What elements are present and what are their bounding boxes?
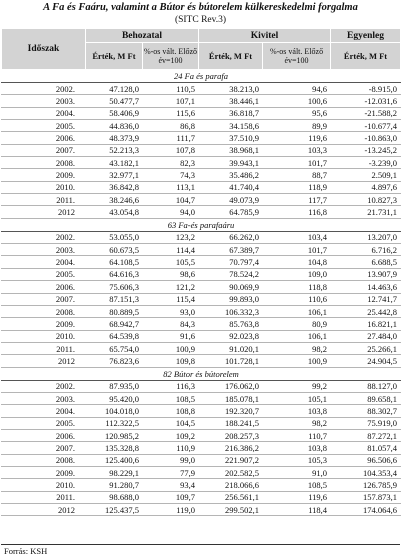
year-cell: 2002. (2, 231, 86, 243)
import-change-cell: 115,4 (143, 293, 199, 305)
year-cell: 2005. (2, 417, 86, 429)
export-change-cell: 100,6 (263, 95, 331, 107)
table-row (2, 442, 401, 454)
table-row (2, 330, 401, 342)
export-change-header: %-os vált. Előző év=100 (263, 43, 331, 70)
export-change-cell: 118,9 (263, 181, 331, 193)
year-cell: 2012 (2, 504, 86, 516)
export-change-cell: 119,6 (263, 132, 331, 144)
export-value-cell: 192.320,7 (199, 405, 263, 417)
export-value-cell: 49.073,9 (199, 194, 263, 206)
import-value-cell: 76.823,6 (86, 355, 143, 367)
import-value-cell: 98.688,0 (86, 491, 143, 503)
export-value-cell: 208.257,3 (199, 429, 263, 441)
import-value-cell: 47.128,0 (86, 83, 143, 95)
table-subtitle: (SITC Rev.3) (174, 15, 227, 25)
balance-cell: 14.463,6 (331, 281, 401, 293)
table-row (2, 429, 401, 441)
import-value-cell: 52.213,3 (86, 144, 143, 156)
export-value-cell: 66.262,0 (199, 231, 263, 243)
import-value-cell: 36.842,8 (86, 181, 143, 193)
import-change-cell: 121,2 (143, 281, 199, 293)
export-value-cell: 35.486,2 (199, 169, 263, 181)
section-label: 63 Fa-és parafaáru (2, 218, 401, 231)
balance-cell: 87.272,1 (331, 429, 401, 441)
export-change-cell: 103,4 (263, 231, 331, 243)
import-change-cell: 105,5 (143, 256, 199, 268)
year-cell: 2008. (2, 454, 86, 466)
import-change-cell: 99,0 (143, 454, 199, 466)
year-cell: 2003. (2, 95, 86, 107)
table-row (2, 169, 401, 181)
table-row (2, 194, 401, 206)
section-label: 24 Fa és parafa (2, 70, 401, 83)
import-value-cell: 65.754,0 (86, 342, 143, 354)
table-title: A Fa és Faáru, valamint a Bútor és bútorelem külkereskedelmi forgalma (43, 2, 358, 13)
balance-cell: 75.919,0 (331, 417, 401, 429)
export-change-cell: 105,1 (263, 392, 331, 404)
export-value-cell: 188.241,5 (199, 417, 263, 429)
balance-cell: -3.239,0 (331, 157, 401, 169)
import-value-cell: 44.836,0 (86, 120, 143, 132)
balance-cell: 16.821,1 (331, 318, 401, 330)
table-row (2, 281, 401, 293)
year-cell: 2002. (2, 380, 86, 392)
trade-table (1, 28, 401, 516)
table-row (2, 293, 401, 305)
export-change-cell: 88,7 (263, 169, 331, 181)
table-row (2, 268, 401, 280)
import-change-cell: 74,3 (143, 169, 199, 181)
import-value-cell: 64.108,5 (86, 256, 143, 268)
section-label: 82 Bútor és bútorelem (2, 367, 401, 380)
import-value-cell: 64.539,8 (86, 330, 143, 342)
export-value-cell: 90.069,9 (199, 281, 263, 293)
table-row (2, 318, 401, 330)
table-row (2, 157, 401, 169)
year-cell: 2006. (2, 281, 86, 293)
balance-cell: 25.266,1 (331, 342, 401, 354)
year-cell: 2008. (2, 157, 86, 169)
import-change-cell: 94,0 (143, 206, 199, 218)
import-change-cell: 115,6 (143, 107, 199, 119)
export-value-header: Érték, M Ft (199, 43, 263, 70)
table-row (2, 466, 401, 478)
import-change-cell: 104,7 (143, 194, 199, 206)
export-value-cell: 221.907,2 (199, 454, 263, 466)
balance-cell: 21.731,1 (331, 206, 401, 218)
balance-cell: -21.588,2 (331, 107, 401, 119)
balance-header: Egyenleg (331, 29, 401, 43)
import-value-cell: 95.420,0 (86, 392, 143, 404)
export-value-cell: 36.818,7 (199, 107, 263, 119)
balance-cell: 6.716,2 (331, 244, 401, 256)
balance-value-header: Érték, M Ft (331, 43, 401, 70)
import-value-cell: 43.054,8 (86, 206, 143, 218)
export-change-cell: 105,3 (263, 454, 331, 466)
balance-cell: 96.506,6 (331, 454, 401, 466)
import-change-cell: 123,2 (143, 231, 199, 243)
import-change-cell: 82,3 (143, 157, 199, 169)
balance-cell: 13.207,0 (331, 231, 401, 243)
table-row (2, 392, 401, 404)
export-value-cell: 37.510,9 (199, 132, 263, 144)
table-row (2, 132, 401, 144)
year-cell: 2010. (2, 330, 86, 342)
export-value-cell: 256.561,1 (199, 491, 263, 503)
table-title-block (0, 2, 401, 26)
period-header: Időszak (2, 29, 86, 70)
import-value-cell: 38.246,6 (86, 194, 143, 206)
section-row (2, 367, 401, 380)
balance-cell: -8.915,0 (331, 83, 401, 95)
import-value-cell: 50.477,7 (86, 95, 143, 107)
year-cell: 2011. (2, 491, 86, 503)
export-value-cell: 85.763,8 (199, 318, 263, 330)
year-cell: 2006. (2, 429, 86, 441)
balance-cell: 6.688,5 (331, 256, 401, 268)
table-row (2, 231, 401, 243)
export-change-cell: 119,6 (263, 491, 331, 503)
balance-cell: 81.057,4 (331, 442, 401, 454)
table-row (2, 417, 401, 429)
table-row (2, 355, 401, 367)
table-row (2, 305, 401, 317)
import-value-cell: 125.400,6 (86, 454, 143, 466)
import-value-cell: 43.182,1 (86, 157, 143, 169)
balance-cell: -12.031,6 (331, 95, 401, 107)
import-value-cell: 80.889,5 (86, 305, 143, 317)
import-change-cell: 113,1 (143, 181, 199, 193)
export-change-cell: 108,5 (263, 479, 331, 491)
balance-cell: -10.863,0 (331, 132, 401, 144)
export-change-cell: 100,9 (263, 355, 331, 367)
export-value-cell: 70.797,4 (199, 256, 263, 268)
export-value-cell: 41.740,4 (199, 181, 263, 193)
export-value-cell: 91.020,1 (199, 342, 263, 354)
export-change-cell: 117,7 (263, 194, 331, 206)
import-change-cell: 116,3 (143, 380, 199, 392)
year-cell: 2005. (2, 268, 86, 280)
import-change-cell: 104,5 (143, 417, 199, 429)
export-value-cell: 34.158,6 (199, 120, 263, 132)
table-row (2, 107, 401, 119)
export-change-cell: 94,6 (263, 83, 331, 95)
table-row (2, 120, 401, 132)
table-row (2, 380, 401, 392)
year-cell: 2010. (2, 479, 86, 491)
import-change-cell: 93,4 (143, 479, 199, 491)
export-change-cell: 101,7 (263, 157, 331, 169)
table-row (2, 342, 401, 354)
export-change-cell: 110,7 (263, 429, 331, 441)
import-value-cell: 98.229,1 (86, 466, 143, 478)
year-cell: 2002. (2, 83, 86, 95)
import-header: Behozatal (86, 29, 199, 43)
year-cell: 2009. (2, 466, 86, 478)
balance-cell: 27.484,0 (331, 330, 401, 342)
table-row (2, 181, 401, 193)
export-value-cell: 202.582,5 (199, 466, 263, 478)
year-cell: 2011. (2, 194, 86, 206)
import-value-cell: 104.018,0 (86, 405, 143, 417)
import-change-cell: 109,7 (143, 491, 199, 503)
balance-cell: 13.907,9 (331, 268, 401, 280)
import-value-cell: 75.606,3 (86, 281, 143, 293)
balance-cell: 25.442,8 (331, 305, 401, 317)
year-cell: 2004. (2, 256, 86, 268)
import-value-cell: 125.437,5 (86, 504, 143, 516)
export-value-cell: 218.066,6 (199, 479, 263, 491)
year-cell: 2007. (2, 293, 86, 305)
year-cell: 2006. (2, 132, 86, 144)
balance-cell: 157.873,1 (331, 491, 401, 503)
import-change-cell: 91,6 (143, 330, 199, 342)
balance-cell: 88.127,0 (331, 380, 401, 392)
import-value-cell: 53.055,0 (86, 231, 143, 243)
balance-cell: 88.302,7 (331, 405, 401, 417)
year-cell: 2004. (2, 405, 86, 417)
export-change-cell: 118,4 (263, 504, 331, 516)
import-change-cell: 77,9 (143, 466, 199, 478)
import-value-cell: 58.406,9 (86, 107, 143, 119)
balance-cell: 126.785,9 (331, 479, 401, 491)
year-cell: 2011. (2, 342, 86, 354)
balance-cell: -13.245,2 (331, 144, 401, 156)
import-change-cell: 119,0 (143, 504, 199, 516)
table-row (2, 256, 401, 268)
section-row (2, 218, 401, 231)
section-row (2, 70, 401, 83)
import-value-cell: 64.616,3 (86, 268, 143, 280)
table-body (2, 70, 401, 516)
source-note: Forrás: KSH (4, 546, 48, 556)
import-value-cell: 48.373,9 (86, 132, 143, 144)
export-change-cell: 99,2 (263, 380, 331, 392)
table-row (2, 83, 401, 95)
import-value-cell: 135.328,8 (86, 442, 143, 454)
import-value-cell: 60.673,5 (86, 244, 143, 256)
year-cell: 2007. (2, 442, 86, 454)
year-cell: 2005. (2, 120, 86, 132)
export-change-cell: 109,0 (263, 268, 331, 280)
export-change-cell: 106,1 (263, 305, 331, 317)
year-cell: 2009. (2, 318, 86, 330)
import-change-cell: 110,5 (143, 83, 199, 95)
export-value-cell: 38.213,0 (199, 83, 263, 95)
import-change-cell: 110,9 (143, 442, 199, 454)
table-row (2, 95, 401, 107)
export-change-cell: 98,2 (263, 342, 331, 354)
import-value-cell: 32.977,1 (86, 169, 143, 181)
year-cell: 2008. (2, 305, 86, 317)
import-value-cell: 91.280,7 (86, 479, 143, 491)
export-value-cell: 38.446,1 (199, 95, 263, 107)
import-change-cell: 98,6 (143, 268, 199, 280)
export-value-cell: 92.023,8 (199, 330, 263, 342)
balance-cell: 12.741,7 (331, 293, 401, 305)
balance-cell: -10.677,4 (331, 120, 401, 132)
export-change-cell: 103,8 (263, 405, 331, 417)
table-row (2, 479, 401, 491)
import-change-cell: 107,1 (143, 95, 199, 107)
export-change-cell: 103,3 (263, 144, 331, 156)
import-value-header: Érték, M Ft (86, 43, 143, 70)
export-value-cell: 101.728,1 (199, 355, 263, 367)
import-value-cell: 112.322,5 (86, 417, 143, 429)
year-cell: 2003. (2, 392, 86, 404)
export-change-cell: 110,6 (263, 293, 331, 305)
export-value-cell: 185.078,1 (199, 392, 263, 404)
export-value-cell: 39.943,1 (199, 157, 263, 169)
year-cell: 2010. (2, 181, 86, 193)
import-change-cell: 107,8 (143, 144, 199, 156)
export-change-cell: 91,0 (263, 466, 331, 478)
export-change-cell: 98,2 (263, 417, 331, 429)
export-value-cell: 64.785,9 (199, 206, 263, 218)
export-change-cell: 106,1 (263, 330, 331, 342)
balance-cell: 89.658,1 (331, 392, 401, 404)
export-value-cell: 216.386,2 (199, 442, 263, 454)
export-change-cell: 95,6 (263, 107, 331, 119)
export-value-cell: 99.893,0 (199, 293, 263, 305)
year-cell: 2004. (2, 107, 86, 119)
export-change-cell: 101,7 (263, 244, 331, 256)
year-cell: 2012 (2, 355, 86, 367)
balance-cell: 174.064,6 (331, 504, 401, 516)
import-change-cell: 109,8 (143, 355, 199, 367)
import-change-cell: 108,8 (143, 405, 199, 417)
import-value-cell: 87.151,3 (86, 293, 143, 305)
export-change-cell: 118,8 (263, 281, 331, 293)
year-cell: 2009. (2, 169, 86, 181)
balance-cell: 4.897,6 (331, 181, 401, 193)
table-row (2, 206, 401, 218)
balance-cell: 10.827,3 (331, 194, 401, 206)
export-value-cell: 299.502,1 (199, 504, 263, 516)
export-value-cell: 67.389,7 (199, 244, 263, 256)
year-cell: 2012 (2, 206, 86, 218)
export-change-cell: 89,9 (263, 120, 331, 132)
export-value-cell: 78.524,2 (199, 268, 263, 280)
table-row (2, 144, 401, 156)
export-header: Kivitel (199, 29, 331, 43)
export-change-cell: 116,8 (263, 206, 331, 218)
balance-cell: 104.353,4 (331, 466, 401, 478)
import-change-cell: 93,0 (143, 305, 199, 317)
table-row (2, 504, 401, 516)
import-change-cell: 114,4 (143, 244, 199, 256)
export-value-cell: 176.062,0 (199, 380, 263, 392)
export-value-cell: 106.332,3 (199, 305, 263, 317)
import-value-cell: 68.942,7 (86, 318, 143, 330)
import-change-cell: 109,2 (143, 429, 199, 441)
import-change-cell: 100,9 (143, 342, 199, 354)
export-value-cell: 38.968,1 (199, 144, 263, 156)
table-row (2, 405, 401, 417)
table-row (2, 454, 401, 466)
import-value-cell: 87.935,0 (86, 380, 143, 392)
bottom-rule (1, 544, 400, 545)
export-change-cell: 103,8 (263, 442, 331, 454)
export-change-cell: 80,9 (263, 318, 331, 330)
import-change-header: %-os vált. Előző év=100 (143, 43, 199, 70)
import-change-cell: 108,5 (143, 392, 199, 404)
table-row (2, 491, 401, 503)
balance-cell: 2.509,1 (331, 169, 401, 181)
balance-cell: 24.904,5 (331, 355, 401, 367)
import-change-cell: 84,3 (143, 318, 199, 330)
year-cell: 2003. (2, 244, 86, 256)
import-change-cell: 86,8 (143, 120, 199, 132)
export-change-cell: 104,8 (263, 256, 331, 268)
year-cell: 2007. (2, 144, 86, 156)
table-row (2, 244, 401, 256)
import-change-cell: 111,7 (143, 132, 199, 144)
import-value-cell: 120.985,2 (86, 429, 143, 441)
